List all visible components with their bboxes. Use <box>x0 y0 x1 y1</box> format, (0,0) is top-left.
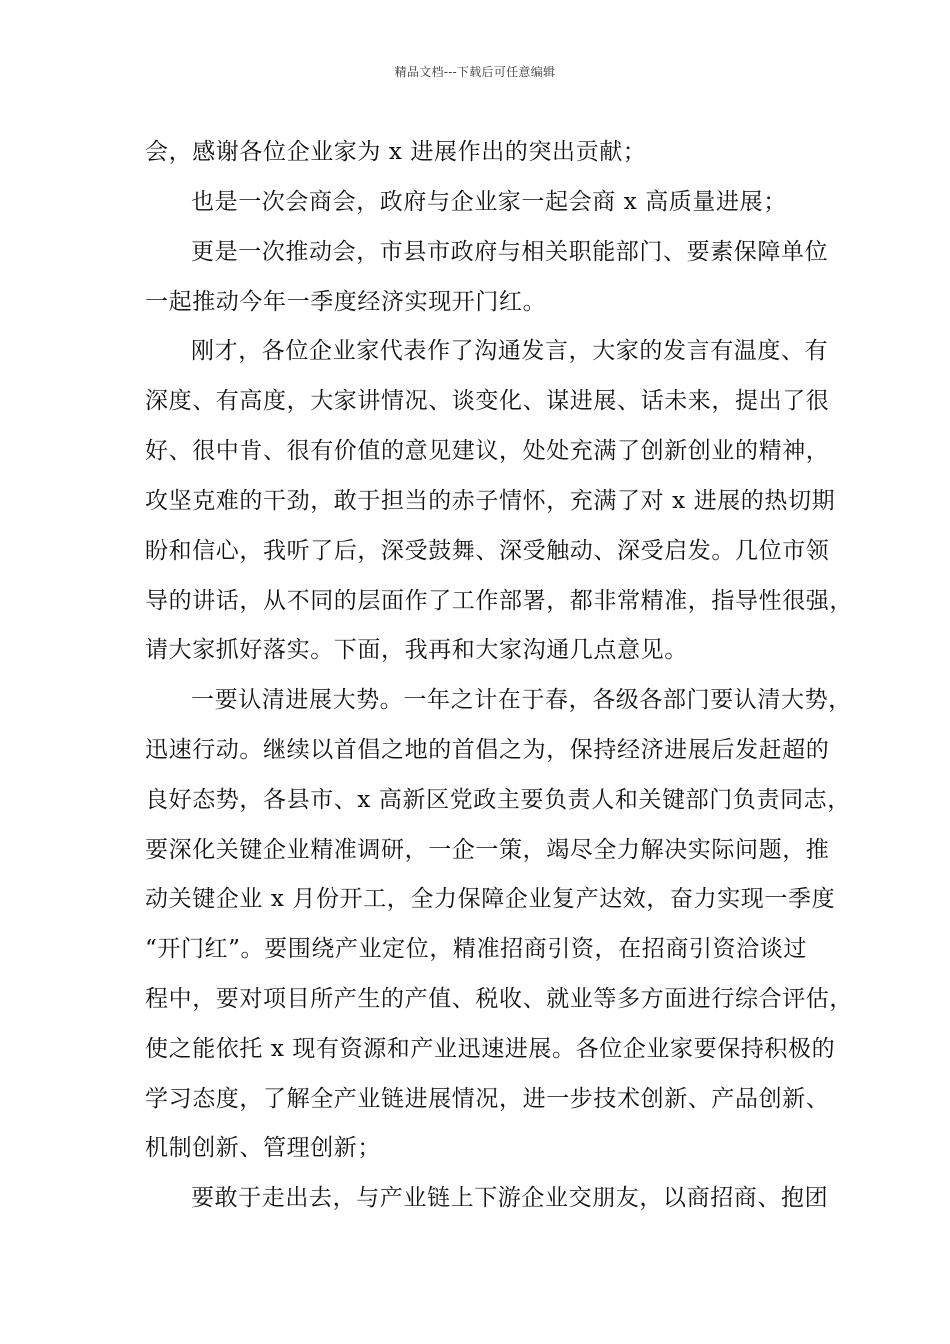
body-line: 良好态势，各县市、x 高新区党政主要负责人和关键部门负责同志， <box>145 787 851 813</box>
body-line: 深度、有高度，大家讲情况、谈变化、谋进展、话未来，提出了很 <box>145 388 830 414</box>
body-line: 请大家抓好落实。下面，我再和大家沟通几点意见。 <box>145 637 688 663</box>
body-line: 也是一次会商会，政府与企业家一起会商 x 高质量进展； <box>191 189 787 215</box>
body-line: 迅速行动。继续以首倡之地的首倡之为，保持经济进展后发赶超的 <box>145 737 830 763</box>
body-line: 要敢于走出去，与产业链上下游企业交朋友，以商招商、抱团 <box>191 1185 829 1211</box>
body-line: 学习态度，了解全产业链进展情况，进一步技术创新、产品创新、 <box>145 1086 830 1112</box>
body-line: 一起推动今年一季度经济实现开门红。 <box>145 289 547 315</box>
body-line: 动关键企业 x 月份开工，全力保障企业复产达效，奋力实现一季度 <box>145 886 836 912</box>
body-line: “开门红”。要围绕产业定位，精准招商引资，在招商引资洽谈过 <box>145 936 807 962</box>
body-line: 会，感谢各位企业家为 x 进展作出的突出贡献； <box>145 139 647 165</box>
body-line: 攻坚克难的干劲，敢于担当的赤子情怀，充满了对 x 进展的热切期 <box>145 488 836 514</box>
body-line: 要深化关键企业精准调研，一企一策，竭尽全力解决实际问题，推 <box>145 837 830 863</box>
body-line: 刚才，各位企业家代表作了沟通发言，大家的发言有温度、有 <box>191 338 829 364</box>
body-line: 更是一次推动会，市县市政府与相关职能部门、要素保障单位 <box>191 239 829 265</box>
body-line: 好、很中肯、很有价值的意见建议，处处充满了创新创业的精神， <box>145 438 830 464</box>
body-line: 机制创新、管理创新； <box>145 1135 381 1161</box>
body-line: 盼和信心，我听了后，深受鼓舞、深受触动、深受启发。几位市领 <box>145 538 830 564</box>
page-header: 精品文档---下载后可任意编辑 <box>394 65 556 79</box>
body-line: 使之能依托 x 现有资源和产业迅速进展。各位企业家要保持积极的 <box>145 1036 836 1062</box>
body-line: 一要认清进展大势。一年之计在于春，各级各部门要认清大势， <box>191 687 852 713</box>
body-line: 程中，要对项目所产生的产值、税收、就业等多方面进行综合评估， <box>145 986 853 1012</box>
body-line: 导的讲话，从不同的层面作了工作部署，都非常精准，指导性很强， <box>145 588 853 614</box>
